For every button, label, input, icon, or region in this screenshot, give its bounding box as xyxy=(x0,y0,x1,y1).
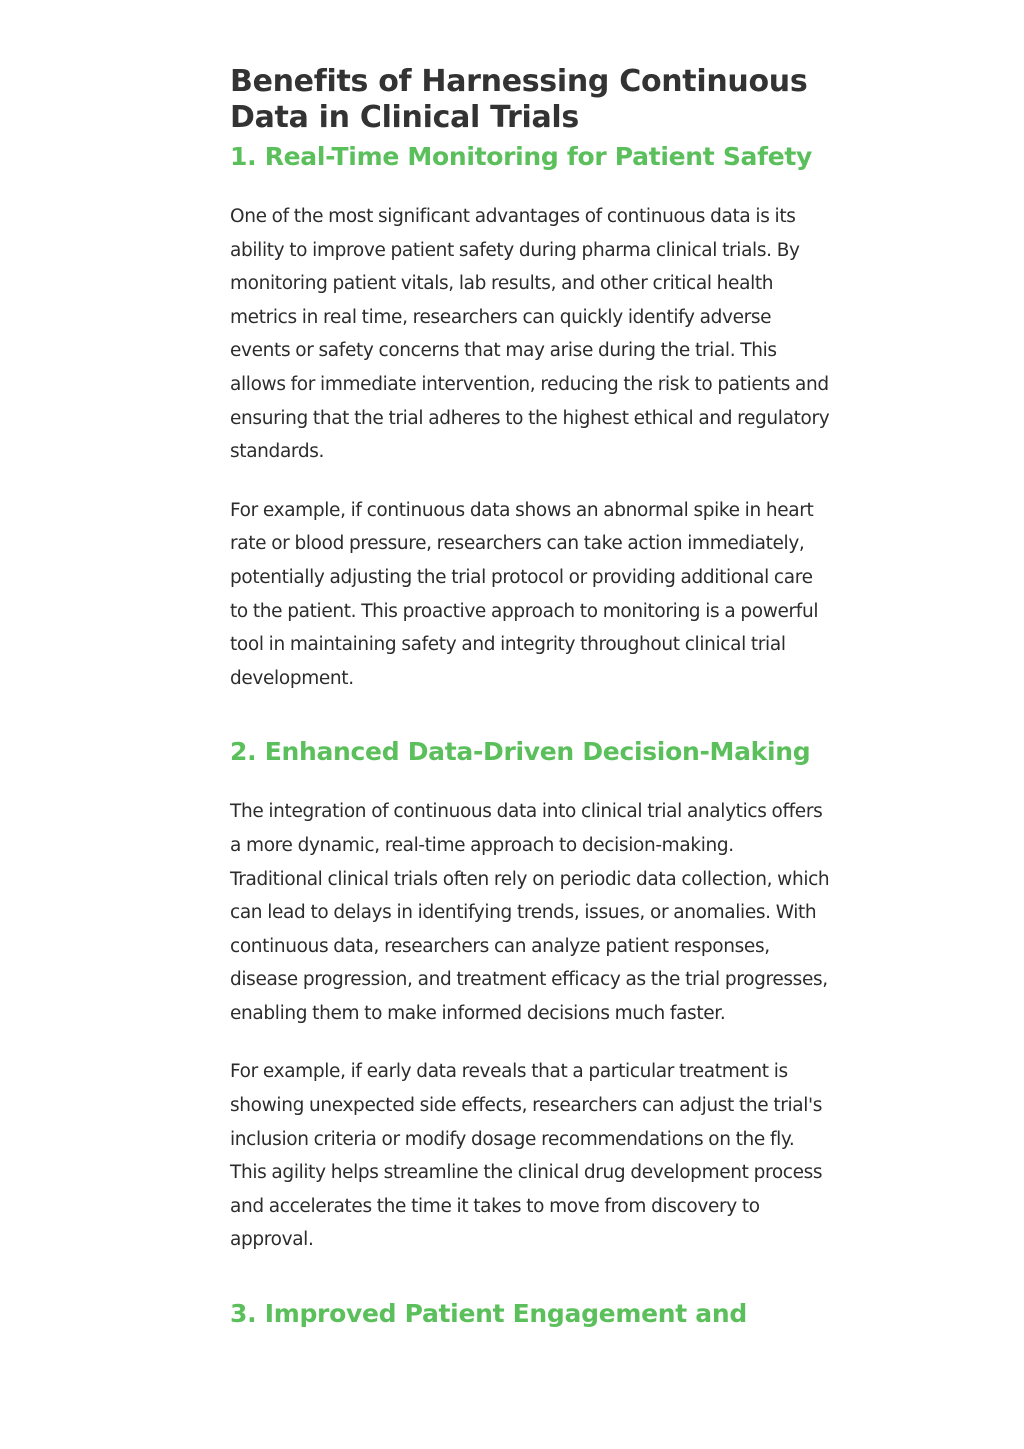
section-heading-data-driven-decisions: 2. Enhanced Data-Driven Decision-Making xyxy=(230,737,811,767)
section-heading-patient-engagement: 3. Improved Patient Engagement and xyxy=(230,1299,747,1329)
section-heading-real-time-monitoring: 1. Real-Time Monitoring for Patient Safety xyxy=(230,142,813,171)
paragraph: For example, if continuous data shows an abnormal spike in heart rate or blood pressure, researchers can take action immediately, potentially adjusting the trial protocol or providing additional care to the patient. This proactive approach to monitoring is a powerful tool in maintaining safety and integrity throughout clinical trial development. xyxy=(230,499,819,689)
page-title: Benefits of Harnessing Continuous Data in Clinical Trials xyxy=(230,64,808,135)
article xyxy=(230,64,830,1357)
paragraph: One of the most significant advantages of continuous data is its ability to improve patient safety during pharma clinical trials. By monitoring patient vitals, lab results, and other critical health metrics in real time, researchers can quickly identify adverse events or safety concerns that may arise during the trial. This allows for immediate intervention, reducing the risk to patients and ensuring that the trial adheres to the highest ethical and regulatory standards. xyxy=(230,206,830,463)
paragraph: The integration of continuous data into clinical trial analytics offers a more dynamic, real-time approach to decision-making. Traditional clinical trials often rely on periodic data collection, which can lead to delays in identifying trends, issues, or anomalies. With continuous data, researchers can analyze patient responses, disease progression, and treatment efficacy as the trial progresses, enabling them to make informed decisions much faster. xyxy=(230,801,830,1024)
paragraph: For example, if early data reveals that a particular treatment is showing unexpected side effects, researchers can adjust the trial's inclusion criteria or modify dosage recommendations on the fly. This agility helps streamline the clinical drug development process and accelerates the time it takes to move from discovery to approval. xyxy=(230,1061,823,1251)
